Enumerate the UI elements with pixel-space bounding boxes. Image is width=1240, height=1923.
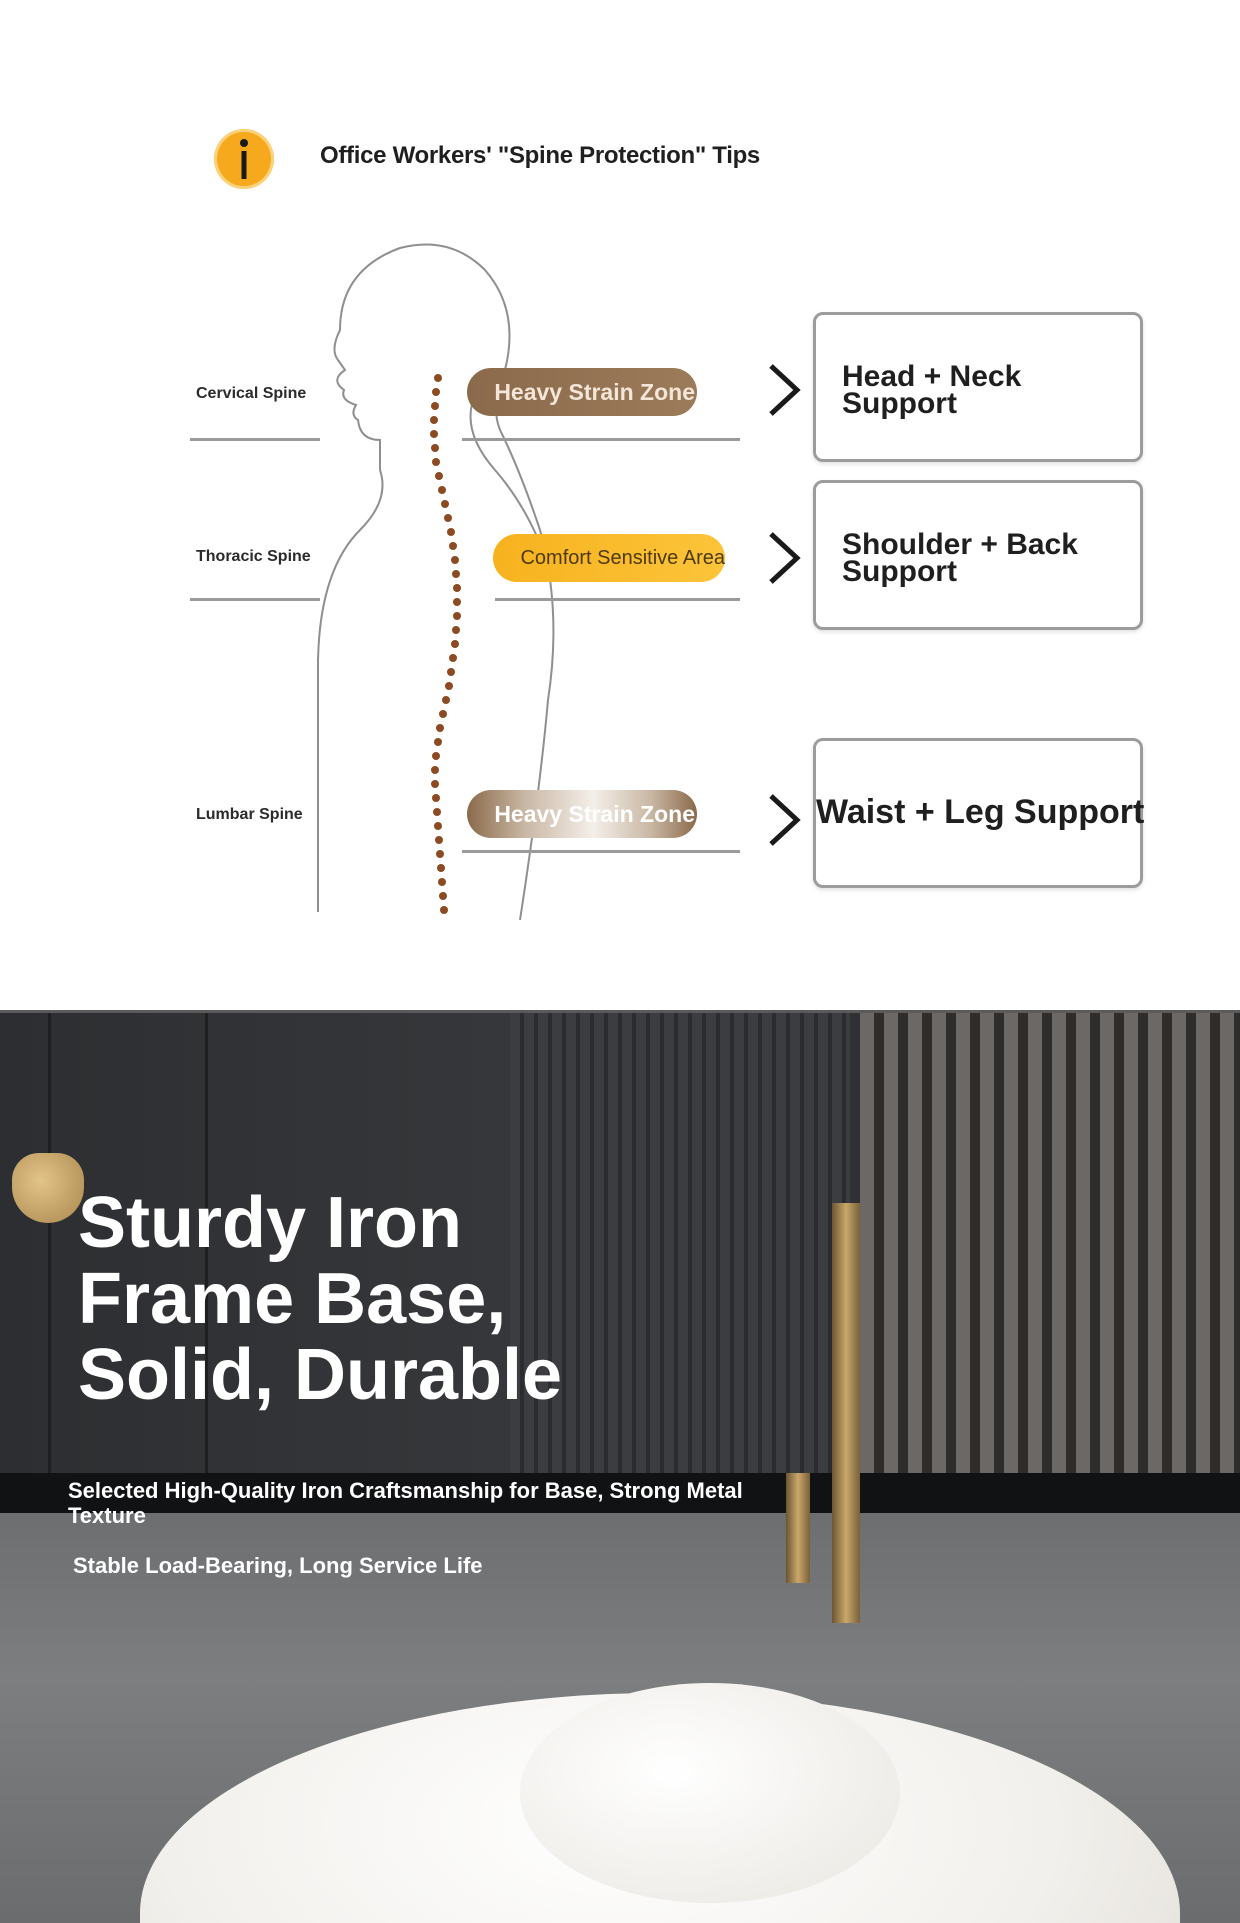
cabinet-seam <box>48 1013 51 1483</box>
feature-headline <box>78 1185 562 1413</box>
divider-line <box>495 598 740 601</box>
heavy-strain-zone-pill: Heavy Strain Zone <box>467 790 697 838</box>
head-neck-support-box <box>813 312 1143 462</box>
info-icon <box>214 129 274 189</box>
tips-title: Office Workers' "Spine Protection" Tips <box>320 142 760 169</box>
chevron-right-icon <box>765 528 805 588</box>
feature-subtitle: Stable Load-Bearing, Long Service Life <box>73 1553 483 1578</box>
divider-line <box>462 438 740 441</box>
feature-subtitle: Selected High-Quality Iron Craftsmanship for Base, Strong Metal Texture <box>68 1478 743 1528</box>
headline-line: Frame Base, <box>78 1259 507 1339</box>
gold-leg <box>786 1473 810 1583</box>
headline-line: Solid, Durable <box>78 1335 563 1415</box>
divider-line <box>190 598 320 601</box>
support-label: Waist + Leg Support <box>816 793 1145 831</box>
chevron-right-icon <box>765 790 805 850</box>
iron-frame-feature-section <box>0 1010 1240 1923</box>
support-label: Shoulder + Back Support <box>842 528 1078 588</box>
white-chair-back <box>520 1683 900 1903</box>
brass-handle <box>12 1153 84 1223</box>
spine-diagram <box>0 230 1240 930</box>
tips-header <box>214 124 274 194</box>
divider-line <box>462 850 740 853</box>
spine-dots <box>420 370 480 930</box>
cervical-spine-label: Cervical Spine <box>196 385 307 402</box>
fluted-panel <box>860 1013 1240 1483</box>
thoracic-spine-label: Thoracic Spine <box>196 548 311 565</box>
shoulder-back-support-box <box>813 480 1143 630</box>
support-label: Head + Neck Support <box>842 360 1022 420</box>
waist-leg-support-box <box>813 738 1143 888</box>
heavy-strain-zone-pill: Heavy Strain Zone <box>467 368 697 416</box>
gold-leg <box>832 1203 860 1623</box>
comfort-sensitive-area-pill: Comfort Sensitive Area <box>493 534 725 582</box>
headline-line: Sturdy Iron <box>78 1183 463 1263</box>
divider-line <box>190 438 320 441</box>
lumbar-spine-label: Lumbar Spine <box>196 806 303 823</box>
chevron-right-icon <box>765 360 805 420</box>
